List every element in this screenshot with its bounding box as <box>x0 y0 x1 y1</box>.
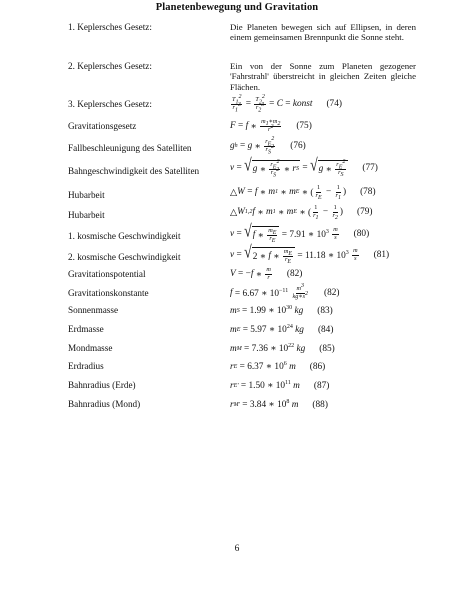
page-title: Planetenbewegung und Gravitation <box>155 2 319 13</box>
row-label: Gravitationsgesetz <box>68 121 137 131</box>
row-label: 3. Keplersches Gesetz: <box>68 99 152 109</box>
equation-number: (82) <box>286 269 303 280</box>
equation-number: (78) <box>360 187 376 198</box>
row-label: Mondmasse <box>68 343 113 353</box>
equation-number: (85) <box>319 343 335 354</box>
row-label: Sonnenmasse <box>68 305 119 315</box>
equation-number: (83) <box>317 305 333 316</box>
equation-number: (80) <box>353 229 370 240</box>
equation-number: (76) <box>290 141 306 152</box>
equation-number: (82) <box>324 288 340 299</box>
equation-number: (79) <box>356 207 373 218</box>
equation-number: (87) <box>313 380 330 391</box>
page-number: 6 <box>234 544 240 554</box>
equation-number: (84) <box>317 324 334 335</box>
equation-number: (86) <box>309 361 326 372</box>
equation-number: (81) <box>373 250 390 261</box>
formula-moon-orbit-radius: r M ′ = 3.84 ∗ $10^8$ m (88) <box>230 398 328 410</box>
formula-first-cosmic-velocity: v = √ f ∗ $\frac{m_E}{r_E}$ = 7.91 ∗ $10^3$ $\frac{m}{s}$ (80) <box>230 222 370 244</box>
formula-moon-mass: m M = 7.36 ∗ $10^{22}$ kg (85) <box>230 342 335 354</box>
row-label: 2. Keplersches Gesetz: <box>68 61 152 71</box>
row-label: Gravitationskonstante <box>68 288 149 298</box>
equation-number: (74) <box>326 99 342 110</box>
row-label: Hubarbeit <box>68 190 105 200</box>
formula-earth-mass: m E = 5.97 ∗ $10^{24}$ kg (84) <box>230 323 334 335</box>
row-label: Bahnradius (Erde) <box>68 380 136 390</box>
row-label: Fallbeschleunigung des Satelliten <box>68 143 192 153</box>
row-text: Ein von der Sonne zum Planeten gezogener 'Fahrstrahl' überstreicht in gleichen Zeiten gleiche Flächen. <box>230 61 416 92</box>
formula-fall-acceleration: g h = g ∗ $\frac{r_E^2}{r_S^2}$ (76) <box>230 136 306 155</box>
formula-earth-radius: r E = 6.37 ∗ $10^6$ m (86) <box>230 360 326 372</box>
formula-gravitation-law: F = f ∗ $\frac{m_1∗m_2}{r^2}$ (75) <box>230 118 312 133</box>
row-label: 1. Keplersches Gesetz: <box>68 22 152 32</box>
row-label: Gravitationspotential <box>68 269 146 279</box>
formula-sun-mass: m S = 1.99 ∗ $10^{30}$ kg (83) <box>230 304 333 316</box>
formula-gravitational-constant: f = 6.67 ∗ $10^{-11}$ $\frac{m^3}{kg∗s^2}$ (82) <box>230 283 340 300</box>
formula-gravitational-potential: V = − f ∗ $\frac{m}{r}$ (82) <box>230 266 303 281</box>
formula-earth-orbit-radius: r E ′ = 1.50 ∗ $10^{11}$ m (87) <box>230 379 330 391</box>
formula-kepler-3: $\frac{T_1^2}{r_1^3}$ = $\frac{T_2^2}{r_2^3}$ = C = konst (74) <box>232 94 342 113</box>
formula-orbital-velocity: v = √ g ∗ $\frac{r_E^2}{r_S^2}$ ∗ r S = √ g ∗ $\frac{r_E^2}{r_S}$ (77) <box>230 156 378 178</box>
equation-number: (77) <box>362 163 378 174</box>
equation-number: (88) <box>312 399 328 410</box>
formula-second-cosmic-velocity: v = √ 2 ∗ f ∗ $\frac{m_E}{r_E}$ = 11.18 ∗ $10^3$ $\frac{m}{s}$ (81) <box>230 243 390 265</box>
row-text: Die Planeten bewegen sich auf Ellipsen, in deren einem gemeinsamen Brennpunkt die Sonne steht. <box>230 22 416 43</box>
formula-lifting-work-1: △ W = f ∗ m 1 ∗ m E ∗ ( $\frac{1}{r_E}$ − $\frac{1}{r_1}$ ) (78) <box>230 184 376 201</box>
row-label: Erdradius <box>68 361 104 371</box>
row-label: 1. kosmische Geschwindigkeit <box>68 231 181 241</box>
row-label: Bahnradius (Mond) <box>68 399 141 409</box>
formula-lifting-work-2: △ W 1,2 f ∗ m 1 ∗ m E ∗ ( $\frac{1}{r_1}$ − $\frac{1}{r_2}$ ) (79) <box>230 204 373 221</box>
row-label: Erdmasse <box>68 324 104 334</box>
equation-number: (75) <box>296 121 312 132</box>
row-label: 2. kosmische Geschwindigkeit <box>68 252 181 262</box>
row-label: Bahngeschwindigkeit des Satelliten <box>68 166 200 176</box>
row-label: Hubarbeit <box>68 210 105 220</box>
